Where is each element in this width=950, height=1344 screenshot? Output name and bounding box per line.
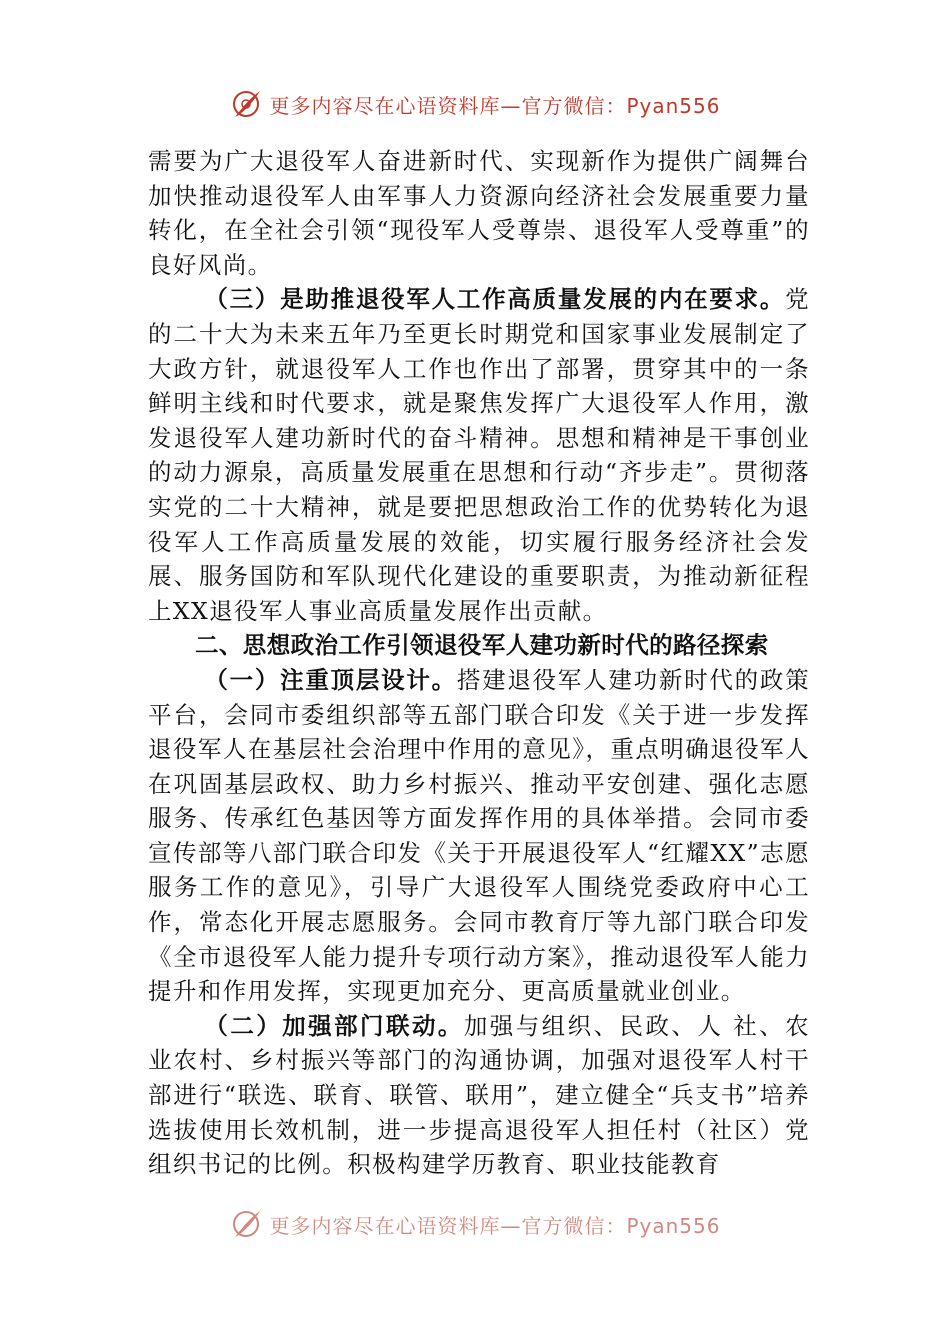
document-body bbox=[148, 144, 810, 1182]
quill-logo-icon bbox=[229, 1207, 263, 1241]
paragraph-subsection-1 bbox=[148, 663, 810, 1009]
quill-logo-icon bbox=[229, 87, 263, 121]
watermark-text: 更多内容尽在心语资料库—官方微信：Pyan556 bbox=[269, 93, 721, 118]
paragraph-section-3 bbox=[148, 282, 810, 628]
subsection-2-title: （二）加强部门联动。 bbox=[204, 1011, 464, 1040]
section-3-body: 党的二十大为未来五年乃至更长时期党和国家事业发展制定了大政方针，就退役军人工作也作出了部署，贯穿其中的一条鲜明主线和时代要求，就是聚焦发挥广大退役军人作用，激发退役军人建功新时代的奋斗精神。思想和精神是干事创业的动力源泉，高质量发展重在思想和行动“齐步走”。贯彻落实党的二十大精神，就是要把思想政治工作的优势转化为退役军人工作高质量发展的效能，切实履行服务经济社会发展、服务国防和军队现代化建设的重要职责，为推动新征程上XX退役军人事业高质量发展作出贡献。 bbox=[148, 285, 810, 625]
paragraph-subsection-2 bbox=[148, 1009, 810, 1182]
subsection-1-title: （一）注重顶层设计。 bbox=[204, 665, 457, 694]
watermark-footer bbox=[0, 1204, 950, 1244]
subsection-1-body: 搭建退役军人建功新时代的政策平台，会同市委组织部等五部门联合印发《关于进一步发挥退役军人在基层社会治理中作用的意见》，重点明确退役军人在巩固基层政权、助力乡村振兴、推动平安创建、强化志愿服务、传承红色基因等方面发挥作用的具体举措。会同市委宣传部等八部门联合印发《关于开展退役军人“红耀XX”志愿服务工作的意见》，引导广大退役军人围绕党委政府中心工作，常态化开展志愿服务。会同市教育厅等九部门联合印发《全市退役军人能力提升专项行动方案》，推动退役军人能力提升和作用发挥，实现更加充分、更高质量就业创业。 bbox=[148, 665, 810, 1006]
watermark-header bbox=[0, 84, 950, 124]
paragraph-continued: 需要为广大退役军人奋进新时代、实现新作为提供广阔舞台加快推动退役军人由军事人力资源向经济社会发展重要力量转化，在全社会引领“现役军人受尊崇、退役军人受尊重”的良好风尚。 bbox=[148, 147, 810, 279]
watermark-text: 更多内容尽在心语资料库—官方微信：Pyan556 bbox=[269, 1213, 721, 1238]
heading-part-2: 二、思想政治工作引领退役军人建功新时代的路径探索 bbox=[195, 631, 769, 660]
section-3-title: （三）是助推退役军人工作高质量发展的内在要求。 bbox=[204, 285, 786, 314]
subsection-2-body: 加强与组织、民政、人 社、农业农村、乡村振兴等部门的沟通协调，加强对退役军人村干部进行“联选、联育、联管、联用”，建立健全“兵支书”培养选拔使用长效机制，进一步提高退役军人担任村（社区）党组织书记的比例。积极构建学历教育、职业技能教育 bbox=[148, 1011, 810, 1179]
